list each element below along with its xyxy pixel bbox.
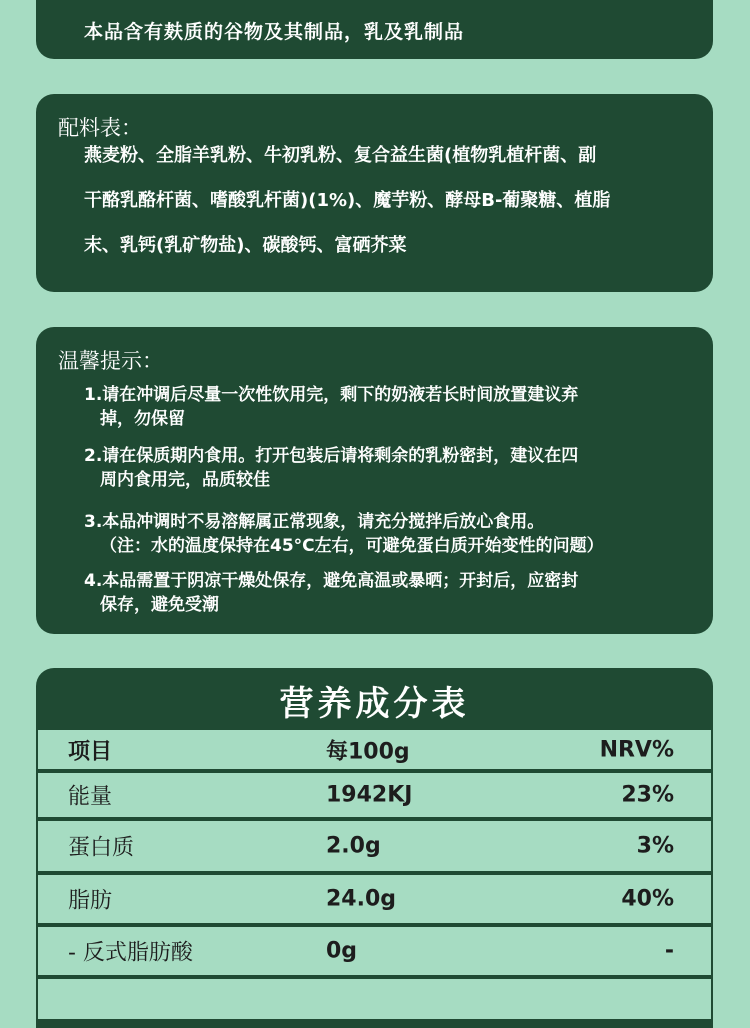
tip-line: 掉，勿保留 (100, 409, 185, 429)
row-per100g: 0g (326, 938, 358, 964)
tips-heading: 温馨提示： (58, 349, 163, 373)
table-row (38, 821, 711, 871)
allergen-card (36, 0, 713, 59)
row-per100g: 1942KJ (326, 782, 413, 808)
tip-line: 1.请在冲调后尽量一次性饮用完，剩下的奶液若长时间放置建议弃 (84, 385, 579, 405)
tip-item (84, 569, 704, 617)
table-row (38, 773, 711, 817)
row-nrv: 40% (621, 886, 674, 912)
allergen-text: 本品含有麸质的谷物及其制品，乳及乳制品 (84, 21, 465, 43)
row-item: 脂肪 (68, 888, 113, 914)
table-row (38, 927, 711, 975)
tip-line: 保存，避免受潮 (100, 595, 219, 615)
row-nrv: 23% (621, 782, 674, 808)
nutrition-table (38, 730, 711, 1023)
row-item: 能量 (68, 784, 113, 810)
row-per100g: 24.0g (326, 886, 397, 912)
ingredients-card (36, 94, 713, 292)
ingredients-line: 末、乳钙(乳矿物盐)、碳酸钙、富硒芥菜 (84, 235, 407, 256)
nutrition-title: 营养成分表 (279, 684, 470, 724)
tip-line: 4.本品需置于阴凉干燥处保存，避免高温或暴晒；开封后，应密封 (84, 571, 579, 591)
header-nrv: NRV% (599, 737, 674, 762)
tip-item (84, 383, 704, 431)
ingredients-list (84, 146, 700, 281)
tip-line: 周内食用完，品质较佳 (100, 470, 270, 490)
tips-card (36, 327, 713, 634)
tip-line: 2.请在保质期内食用。打开包装后请将剩余的乳粉密封，建议在四 (84, 446, 579, 466)
header-item: 项目 (68, 739, 113, 764)
table-header-row (38, 730, 711, 769)
nutrition-card (36, 668, 713, 1028)
table-row-partial (38, 979, 711, 1019)
ingredients-line: 燕麦粉、全脂羊乳粉、牛初乳粉、复合益生菌(植物乳植杆菌、副 (84, 145, 597, 166)
tip-item (84, 444, 704, 492)
row-item: - 反式脂肪酸 (68, 940, 193, 966)
row-per100g: 2.0g (326, 833, 381, 859)
ingredients-heading: 配料表： (58, 116, 142, 140)
ingredients-line: 干酪乳酪杆菌、嗜酸乳杆菌)(1%)、魔芋粉、酵母B-葡聚糖、植脂 (84, 190, 611, 211)
tip-line: 3.本品冲调时不易溶解属正常现象，请充分搅拌后放心食用。 (84, 512, 545, 532)
tip-item (84, 510, 704, 558)
tip-line: （注：水的温度保持在45°C左右，可避免蛋白质开始变性的问题） (100, 536, 604, 556)
row-item: 蛋白质 (68, 835, 135, 861)
row-nrv: - (664, 938, 674, 964)
table-row (38, 875, 711, 923)
row-nrv: 3% (636, 833, 674, 859)
header-per100g: 每100g (326, 739, 410, 764)
